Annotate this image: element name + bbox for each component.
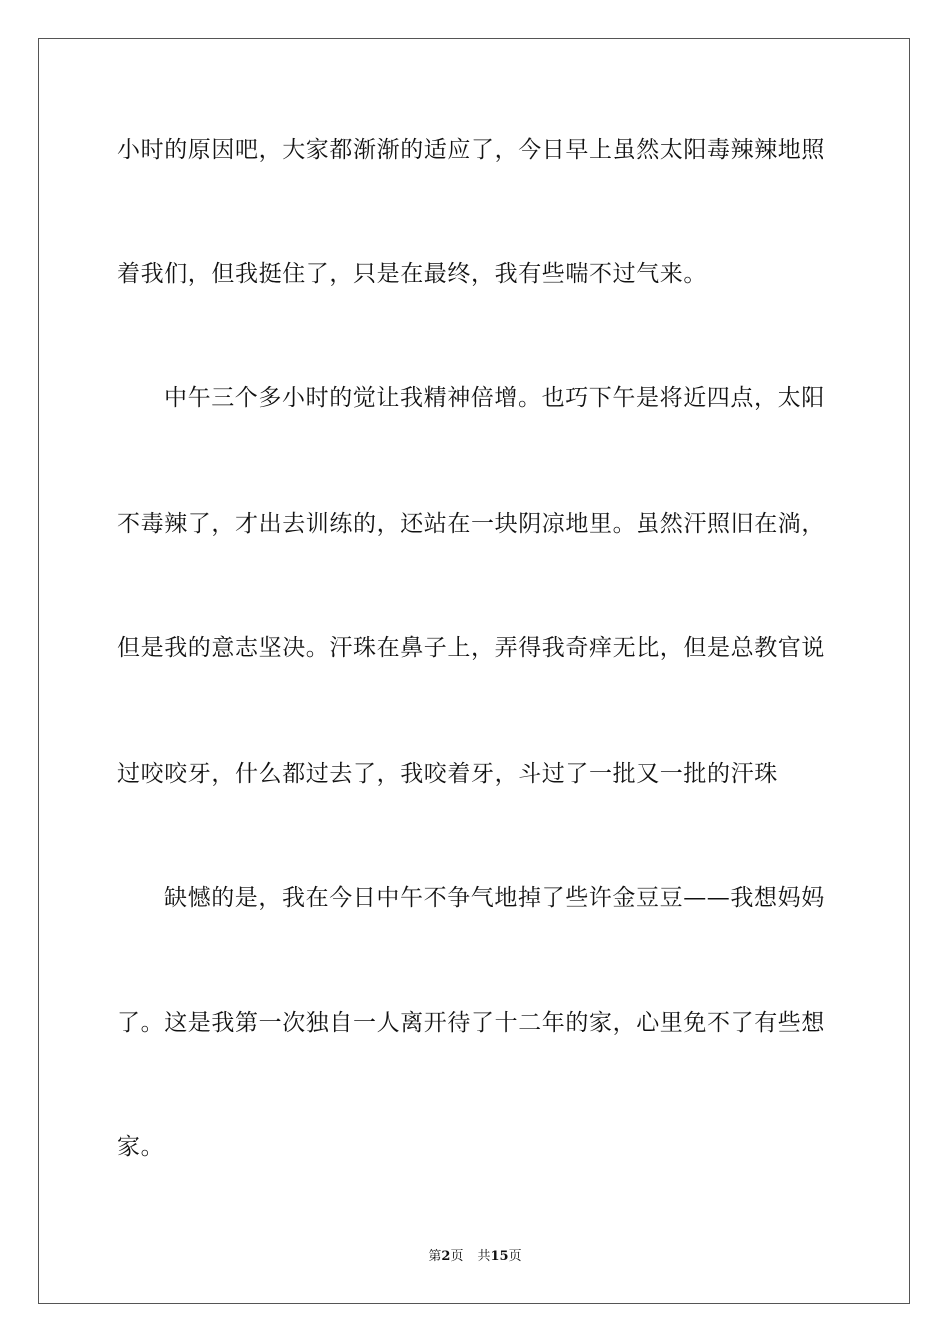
total-pages-prefix: 共 — [477, 1249, 491, 1264]
body-text-line: 过咬咬牙，什么都过去了，我咬着牙，斗过了一批又一批的汗珠 — [117, 761, 778, 787]
page-footer — [0, 1248, 950, 1266]
paragraph-first-line: 中午三个多小时的觉让我精神倍增。也巧下午是将近四点，太阳 — [164, 385, 825, 411]
body-text-line: 小时的原因吧，大家都渐渐的适应了，今日早上虽然太阳毒辣辣地照 — [117, 137, 825, 163]
page-number-suffix: 页 — [450, 1249, 464, 1264]
page-border — [38, 38, 910, 1304]
body-text-line: 着我们，但我挺住了，只是在最终，我有些喘不过气来。 — [117, 261, 707, 287]
total-pages-suffix: 页 — [508, 1249, 522, 1264]
page-number: 2 — [441, 1249, 451, 1264]
body-text-line: 但是我的意志坚决。汗珠在鼻子上，弄得我奇痒无比，但是总教官说 — [117, 635, 825, 661]
body-text-line: 不毒辣了，才出去训练的，还站在一块阴凉地里。虽然汗照旧在淌， — [117, 511, 825, 537]
page-number-prefix: 第 — [428, 1249, 442, 1264]
body-text-line: 了。这是我第一次独自一人离开待了十二年的家，心里免不了有些想 — [117, 1010, 825, 1036]
body-text-line: 家。 — [117, 1134, 165, 1160]
paragraph-first-line: 缺憾的是，我在今日中午不争气地掉了些许金豆豆——我想妈妈 — [164, 885, 825, 911]
total-pages: 15 — [490, 1249, 509, 1264]
